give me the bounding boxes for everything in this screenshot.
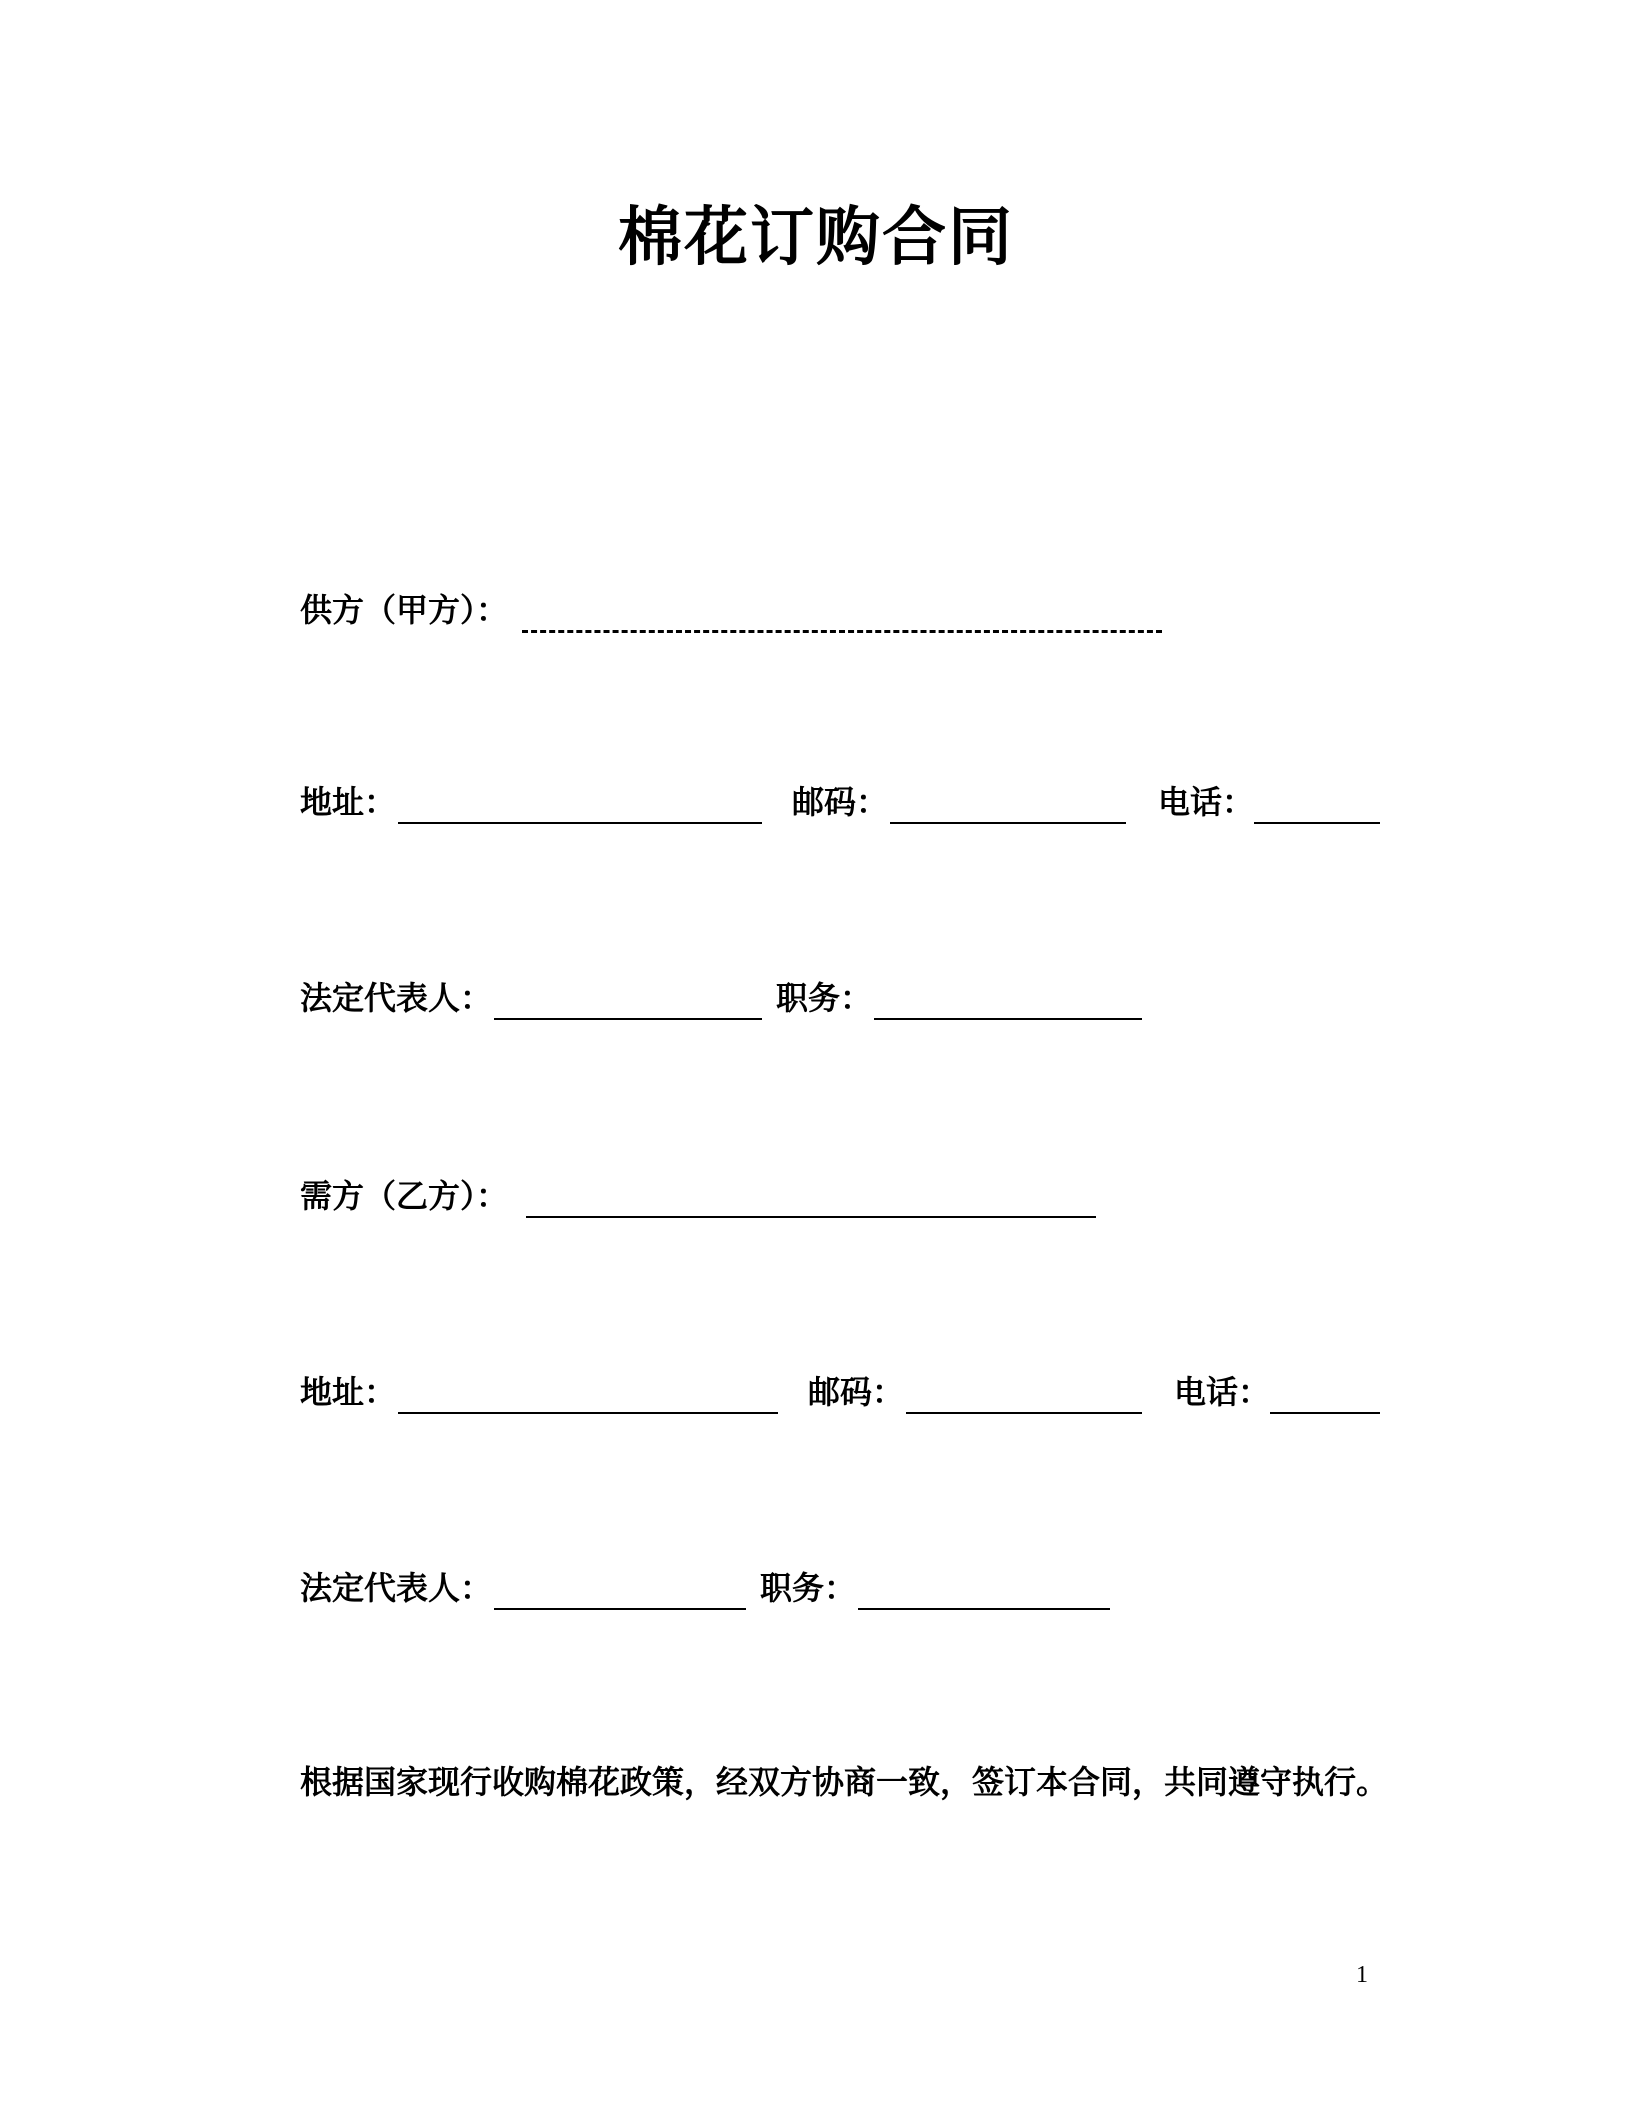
buyer-party-blank[interactable] xyxy=(526,1216,1096,1218)
supplier-postcode-label: 邮码： xyxy=(792,783,889,821)
buyer-party-label: 需方（乙方）： xyxy=(300,1177,509,1215)
document-title: 棉花订购合同 xyxy=(618,201,1014,275)
buyer-rep-blank[interactable] xyxy=(494,1608,746,1610)
buyer-postcode-blank[interactable] xyxy=(906,1412,1142,1414)
supplier-address-label: 地址： xyxy=(300,783,397,821)
supplier-rep-blank[interactable] xyxy=(494,1018,762,1020)
supplier-rep-label: 法定代表人： xyxy=(300,979,493,1017)
supplier-position-blank[interactable] xyxy=(874,1018,1142,1020)
intro-paragraph: 根据国家现行收购棉花政策，经双方协商一致，签订本合同，共同遵守执行。 xyxy=(300,1763,1389,1801)
supplier-party-blank[interactable] xyxy=(522,630,1162,633)
supplier-postcode-blank[interactable] xyxy=(890,822,1126,824)
buyer-postcode-label: 邮码： xyxy=(808,1373,905,1411)
supplier-phone-blank[interactable] xyxy=(1254,822,1380,824)
buyer-rep-label: 法定代表人： xyxy=(300,1569,493,1607)
buyer-position-blank[interactable] xyxy=(858,1608,1110,1610)
supplier-phone-label: 电话： xyxy=(1158,783,1255,821)
buyer-phone-label: 电话： xyxy=(1174,1373,1271,1411)
buyer-address-blank[interactable] xyxy=(398,1412,778,1414)
supplier-party-label: 供方（甲方）： xyxy=(300,591,509,629)
supplier-position-label: 职务： xyxy=(776,979,873,1017)
buyer-phone-blank[interactable] xyxy=(1270,1412,1380,1414)
supplier-address-blank[interactable] xyxy=(398,822,762,824)
buyer-address-label: 地址： xyxy=(300,1373,397,1411)
buyer-position-label: 职务： xyxy=(760,1569,857,1607)
page-number: 1 xyxy=(1356,1962,1368,1988)
